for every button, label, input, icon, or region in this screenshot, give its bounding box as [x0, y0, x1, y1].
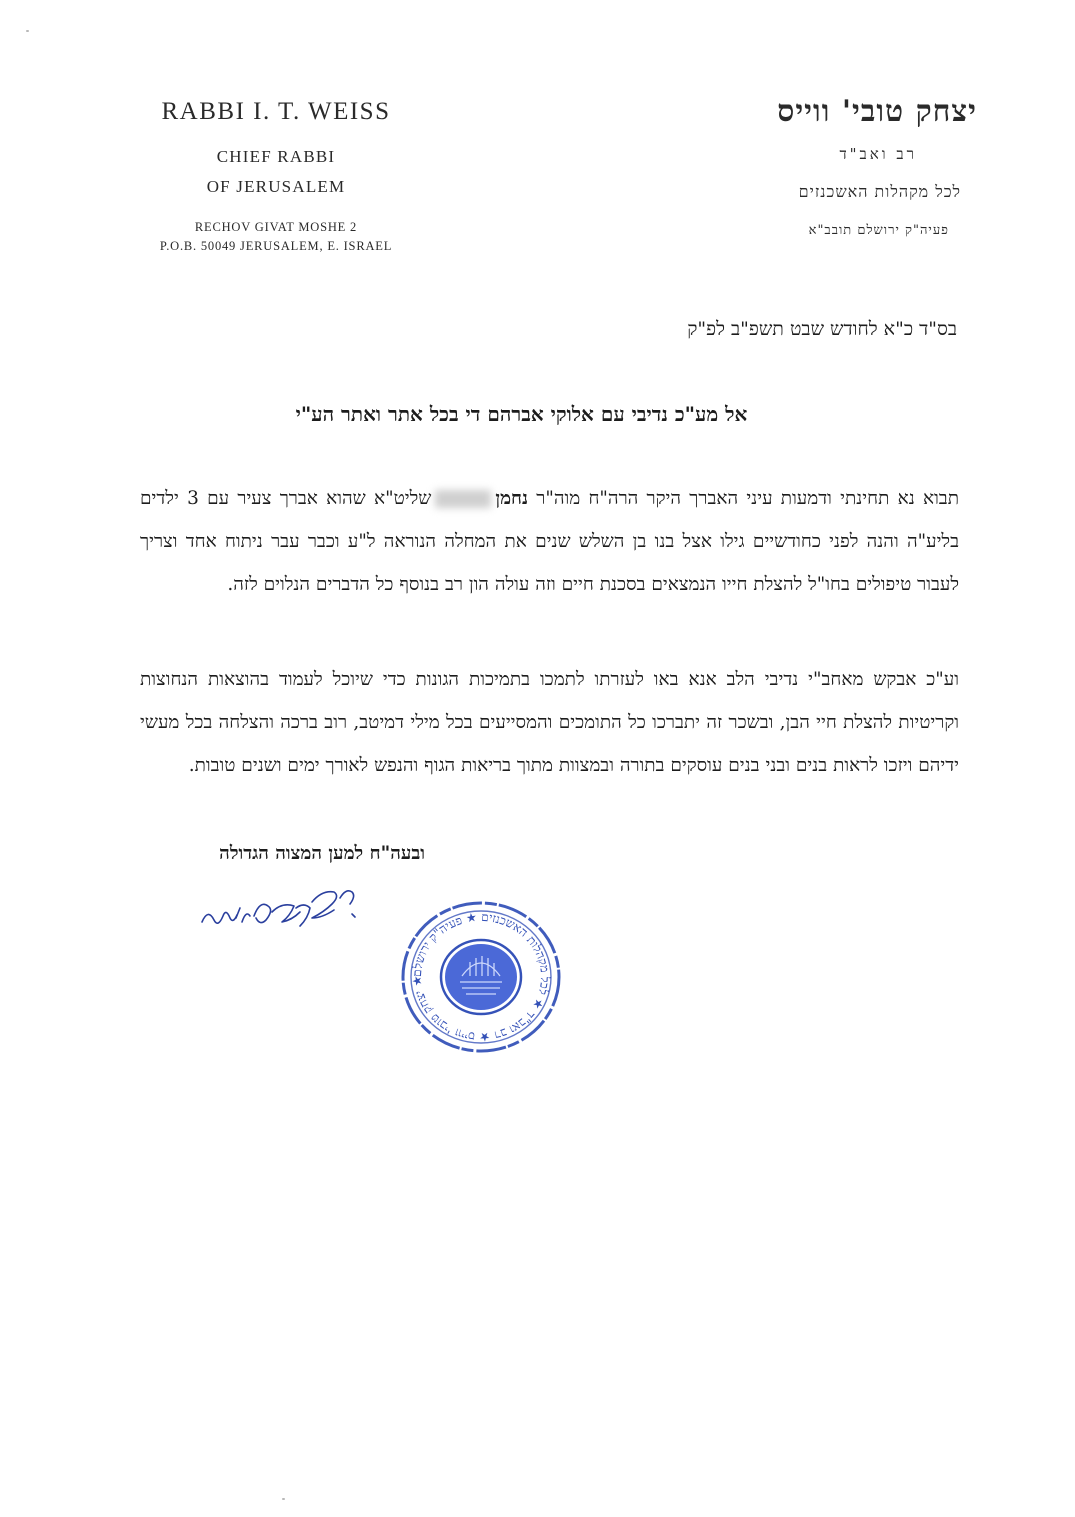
- rabbi-title-hebrew: רב ואב"ד: [839, 145, 917, 163]
- letter-closing: ובעה"ח למען המצוה הגדולה: [219, 843, 425, 864]
- paragraph-1-intro: תבוא נא תחינתי ודמעות עיני האברך היקר הרה"ח מוה"ר: [528, 488, 960, 509]
- redacted-surname: [435, 490, 491, 508]
- person-name: נחמן: [495, 488, 529, 509]
- title-line-1: CHIEF RABBI: [216, 147, 336, 166]
- city-hebrew: פעיה"ק ירושלם תובב"א: [808, 223, 949, 238]
- letter-salutation: אל מע"כ נדיבי עם אלוקי אברהם די בכל אתר ואתר הע"י: [295, 402, 748, 426]
- scan-speck: [282, 1498, 285, 1500]
- handwritten-signature: [192, 878, 372, 948]
- rabbi-title-english: [140, 142, 412, 202]
- letterhead-hebrew: [677, 94, 977, 238]
- paragraph-1-rest: שליט"א שהוא אברך צעיר עם 3 ילדים בליע"ה והנה לפני כחודשיים גילו אצל בנו בן השלש שנים את המחלה הנוראה ל"ע וכבר עבר ניתוח אחד וצריך לעבור טיפולים בחו"ל להצלת חייו הנמצאים בסכנת חיים וזה עולה הון רב בנוסף כל הדברים הנלוים לזה.: [140, 488, 959, 595]
- address-line-2: P.O.B. 50049 JERUSALEM, E. ISRAEL: [159, 239, 393, 253]
- community-hebrew: לכל מקהלות האשכנזים: [798, 182, 961, 201]
- rabbi-name-english: RABBI I. T. WEISS: [161, 98, 391, 125]
- letter-date: בס"ד כ"א לחודש שבט תשפ"ב לפ"ק: [687, 318, 957, 340]
- address-line-1: RECHOV GIVAT MOSHE 2: [194, 220, 358, 234]
- address-english: [140, 218, 412, 256]
- letterhead-english: [140, 98, 412, 256]
- scan-speck: [26, 30, 29, 32]
- body-paragraph-2: וע"כ אבקש מאחב"י נדיבי הלב אנא באו לעזרתו לתמכו בתמיכות הגונות כדי שיוכל לעמוד בהוצאות הנחוצות וקריטיות להצלת חיי הבן, ובשכר זה יתברכו כל התומכים והמסייעים בכל מילי דמיטב, רוב ברכה והצלחה בכל מעשי ידיהם ויזכו לראות בנים ובני בנים עוסקים בתורה ובמצוות מתוך בריאות הגוף והנפש לאורך ימים ושנים טובות.: [140, 669, 959, 776]
- title-line-2: OF JERUSALEM: [206, 177, 346, 196]
- rabbi-name-hebrew: יצחק טובי' ווייס: [777, 94, 977, 129]
- rabbinical-seal-stamp: [398, 896, 564, 1058]
- body-paragraph-1: [140, 477, 959, 606]
- seal-text: יצחק טובי' ווייס ★ רב ואב"ד ★ לכל מקהלות האשכנזים ★ פעיה"ק ירושלם ★: [409, 909, 553, 1045]
